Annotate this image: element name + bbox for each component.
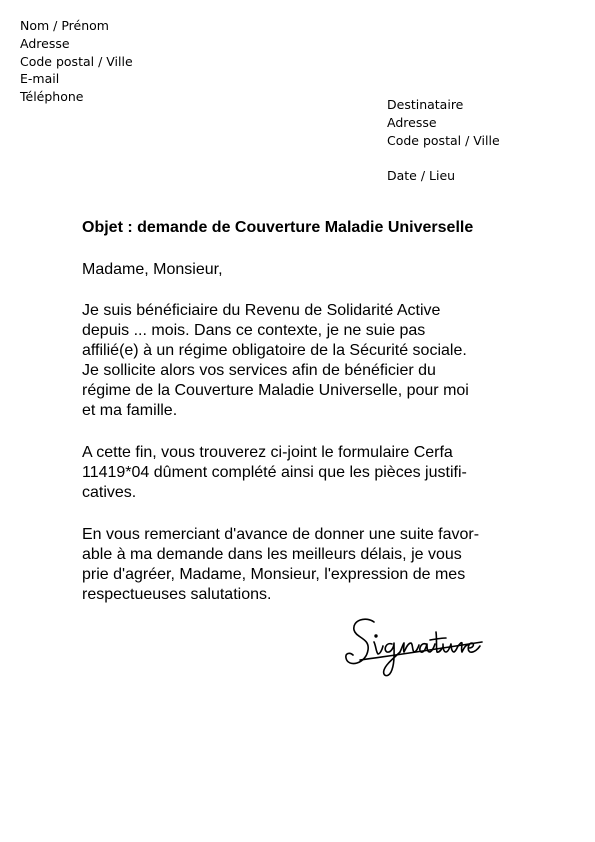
paragraph-line: prie d'agréer, Madame, Monsieur, l'expression de mes <box>82 566 466 583</box>
handwritten-signature <box>340 612 490 682</box>
recipient-address: Adresse <box>387 115 437 130</box>
paragraph-line: affilié(e) à un régime obligatoire de la Sécurité sociale. <box>82 342 467 359</box>
paragraph-line: En vous remerciant d'avance de donner une suite favor- <box>82 526 480 543</box>
sender-phone: Téléphone <box>20 89 84 105</box>
paragraph-line: able à ma demande dans les meilleurs délais, je vous <box>82 546 462 563</box>
sender-name: Nom / Prénom <box>20 18 109 33</box>
paragraph-line: depuis ... mois. Dans ce contexte, je ne suie pas <box>82 322 426 339</box>
paragraph-line: Je suis bénéficiaire du Revenu de Solidarité Active <box>82 302 441 319</box>
paragraph-closing <box>82 525 479 605</box>
date-place: Date / Lieu <box>387 168 456 183</box>
paragraph-line: catives. <box>82 484 137 501</box>
sender-email: E-mail <box>20 71 60 87</box>
sender-block <box>20 17 133 106</box>
sender-address: Adresse <box>20 35 70 51</box>
paragraph-line: régime de la Couverture Maladie Universelle, pour moi <box>82 382 469 399</box>
recipient-block <box>387 96 500 150</box>
paragraph-line: 11419*04 dûment complété ainsi que les pièces justifi- <box>82 464 467 481</box>
paragraph-rsa-request <box>82 301 469 421</box>
salutation: Madame, Monsieur, <box>82 261 223 278</box>
recipient-postcode-city: Code postal / Ville <box>387 133 500 148</box>
paragraph-line: Je sollicite alors vos services afin de bénéficier du <box>82 362 436 379</box>
letter-subject: Objet : demande de Couverture Maladie Universelle <box>82 219 474 236</box>
paragraph-line: respectueuses salutations. <box>82 586 272 603</box>
paragraph-attachments <box>82 443 467 503</box>
recipient-name: Destinataire <box>387 97 464 112</box>
paragraph-line: A cette fin, vous trouverez ci-joint le formulaire Cerfa <box>82 444 453 461</box>
sender-postcode-city: Code postal / Ville <box>20 53 133 69</box>
paragraph-line: et ma famille. <box>82 402 178 419</box>
